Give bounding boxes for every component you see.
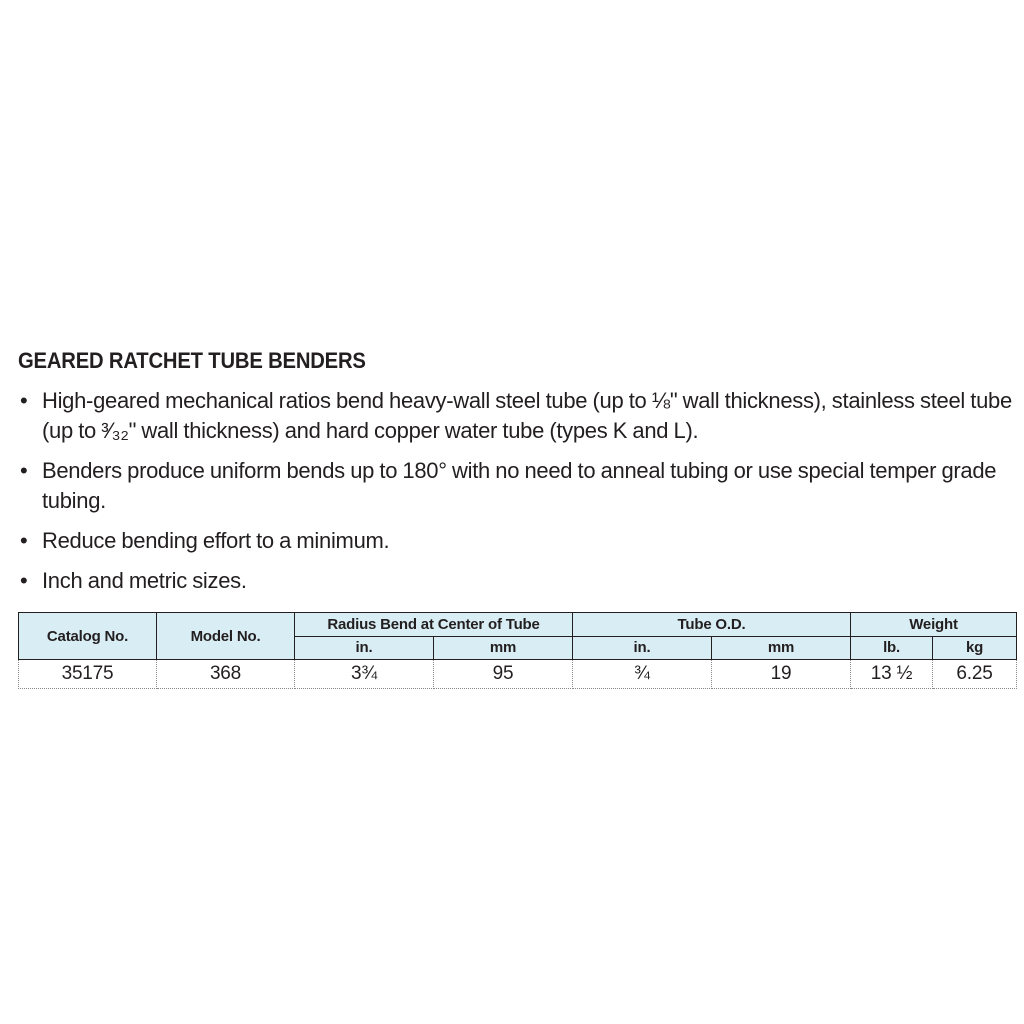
cell-tube-mm: 19 [712, 660, 851, 689]
feature-text: Inch and metric sizes. [42, 568, 247, 593]
cell-tube-in: ¾ [573, 660, 712, 689]
feature-item [18, 386, 1016, 446]
feature-item [18, 526, 1016, 556]
spec-table [18, 612, 1017, 689]
header-radius-bend: Radius Bend at Center of Tube [295, 613, 573, 637]
header-model-no: Model No. [157, 613, 295, 660]
bullet-icon: • [20, 388, 28, 413]
header-tube-od: Tube O.D. [573, 613, 851, 637]
feature-text: Benders produce uniform bends up to 180° with no need to anneal tubing or use special temper grade tubing. [42, 458, 997, 513]
feature-item [18, 566, 1016, 596]
header-tube-mm: mm [712, 636, 851, 660]
header-catalog-no: Catalog No. [19, 613, 157, 660]
header-radius-in: in. [295, 636, 434, 660]
bullet-icon: • [20, 528, 28, 553]
header-weight-kg: kg [933, 636, 1017, 660]
feature-text: High-geared mechanical ratios bend heavy-wall steel tube (up to ⅛" wall thickness), stainless steel tube (up to ³⁄₃₂" wall thickness) and hard copper water tube (types K and L). [42, 388, 1012, 443]
table-row [19, 660, 1017, 689]
table-header-row [19, 613, 1017, 637]
feature-text: Reduce bending effort to a minimum. [42, 528, 390, 553]
header-weight: Weight [851, 613, 1017, 637]
cell-catalog-no: 35175 [19, 660, 157, 689]
header-tube-in: in. [573, 636, 712, 660]
cell-weight-lb: 13 ½ [851, 660, 933, 689]
feature-list [18, 386, 1016, 596]
cell-model-no: 368 [157, 660, 295, 689]
product-section [18, 346, 1016, 689]
cell-weight-kg: 6.25 [933, 660, 1017, 689]
cell-radius-in: 3¾ [295, 660, 434, 689]
feature-item [18, 456, 1016, 516]
header-radius-mm: mm [434, 636, 573, 660]
product-title: GEARED RATCHET TUBE BENDERS [18, 348, 366, 373]
cell-radius-mm: 95 [434, 660, 573, 689]
header-weight-lb: lb. [851, 636, 933, 660]
bullet-icon: • [20, 568, 28, 593]
bullet-icon: • [20, 458, 28, 483]
